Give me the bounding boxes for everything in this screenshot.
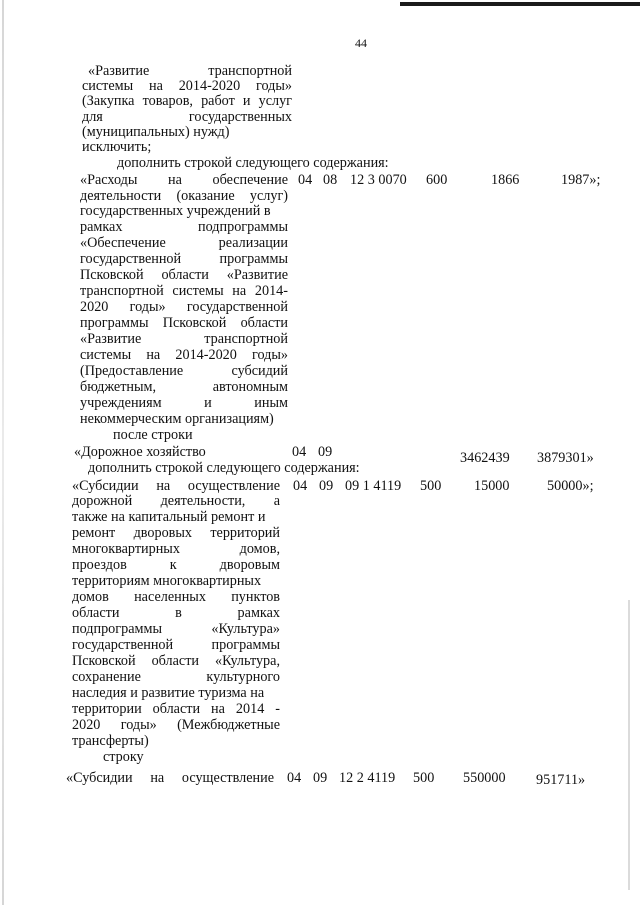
text-line: системы на 2014-2020 годы» — [82, 78, 292, 94]
row-text-line: программы Псковской области — [80, 315, 288, 331]
row-text-line: государственных учреждений в — [80, 203, 271, 219]
row-text-line: многоквартирных домов, — [72, 541, 280, 557]
row-text-line: ремонт дворовых территорий — [72, 525, 280, 541]
row-text-line: Псковской области «Развитие — [80, 267, 288, 283]
text-line: для государственных — [82, 109, 292, 125]
row-text-line: трансферты) — [72, 733, 149, 749]
expense-type: 600 — [426, 172, 448, 188]
row-text-line: домов населенных пунктов — [72, 589, 280, 605]
row-text-line: 2020 годы» государственной — [80, 299, 288, 315]
row-text-line: «Расходы на обеспечение — [80, 172, 288, 188]
amount-2: 951711» — [536, 772, 586, 788]
row-text-line: подпрограммы «Культура» — [72, 621, 280, 637]
row-text-line: также на капитальный ремонт и — [72, 509, 266, 525]
amount-1: 550000 — [463, 770, 506, 786]
subsection-code: 09 — [313, 770, 328, 786]
subsection-code: 09 — [319, 478, 334, 494]
target-code: 12 2 4119 — [339, 770, 396, 786]
row-text-line: дорожной деятельности, а — [72, 493, 280, 509]
row-text-line: учреждениям и иным — [80, 395, 288, 411]
amount-2: 1987»; — [561, 172, 601, 188]
row-text-line: некоммерческим организациям) — [80, 411, 274, 427]
row-text-line: транспортной системы на 2014- — [80, 283, 288, 299]
section-code: 04 — [292, 444, 307, 460]
after-line-text: после строки — [113, 427, 193, 443]
row-text-line: (Предоставление субсидий — [80, 363, 288, 379]
amount-1: 15000 — [474, 478, 510, 494]
row-text-line: Псковской области «Культура, — [72, 653, 280, 669]
text-line: «Развитие транспортной — [88, 63, 292, 79]
section-code: 04 — [298, 172, 313, 188]
row-text-line: «Субсидии на осуществление — [72, 478, 280, 494]
target-code: 09 1 4119 — [345, 478, 402, 494]
row-text-line: «Субсидии на осуществление — [66, 770, 274, 786]
scan-edge-top — [400, 2, 640, 6]
target-code: 12 3 0070 — [350, 172, 407, 188]
row-text-line: системы на 2014-2020 годы» — [80, 347, 288, 363]
row-text-line: «Обеспечение реализации — [80, 235, 288, 251]
row-text-line: области в рамках — [72, 605, 280, 621]
text-line: исключить; — [82, 139, 152, 155]
subsection-code: 09 — [318, 444, 333, 460]
text-line: (Закупка товаров, работ и услуг — [82, 93, 292, 109]
row-text-line: наследия и развитие туризма на — [72, 685, 265, 701]
page-number: 44 — [355, 36, 367, 50]
amount-2: 50000»; — [547, 478, 594, 494]
expense-type: 500 — [413, 770, 435, 786]
instruction-line: дополнить строкой следующего содержания: — [117, 155, 389, 171]
string-word: строку — [103, 749, 144, 765]
amount-1: 1866 — [491, 172, 520, 188]
scan-edge-left — [2, 0, 4, 905]
row-text-line: территории области на 2014 - — [72, 701, 280, 717]
row-text-line: деятельности (оказание услуг) — [80, 188, 288, 204]
subsection-code: 08 — [323, 172, 338, 188]
row-text-line: рамках подпрограммы — [80, 219, 288, 235]
scan-edge-right — [628, 600, 630, 890]
row-text-line: 2020 годы» (Межбюджетные — [72, 717, 280, 733]
row-text-line: бюджетным, автономным — [80, 379, 288, 395]
section-code: 04 — [287, 770, 302, 786]
instruction-line: дополнить строкой следующего содержания: — [88, 460, 360, 476]
amount-1: 3462439 — [460, 450, 510, 466]
row-text-line: государственной программы — [80, 251, 288, 267]
row-text-line: территориям многоквартирных — [72, 573, 262, 589]
row-text-line: «Развитие транспортной — [80, 331, 288, 347]
row-text-line: «Дорожное хозяйство — [74, 444, 206, 460]
section-code: 04 — [293, 478, 308, 494]
row-text-line: государственной программы — [72, 637, 280, 653]
row-text-line: сохранение культурного — [72, 669, 280, 685]
row-text-line: проездов к дворовым — [72, 557, 280, 573]
expense-type: 500 — [420, 478, 442, 494]
text-line: (муниципальных) нужд) — [82, 124, 230, 140]
amount-2: 3879301» — [537, 450, 594, 466]
